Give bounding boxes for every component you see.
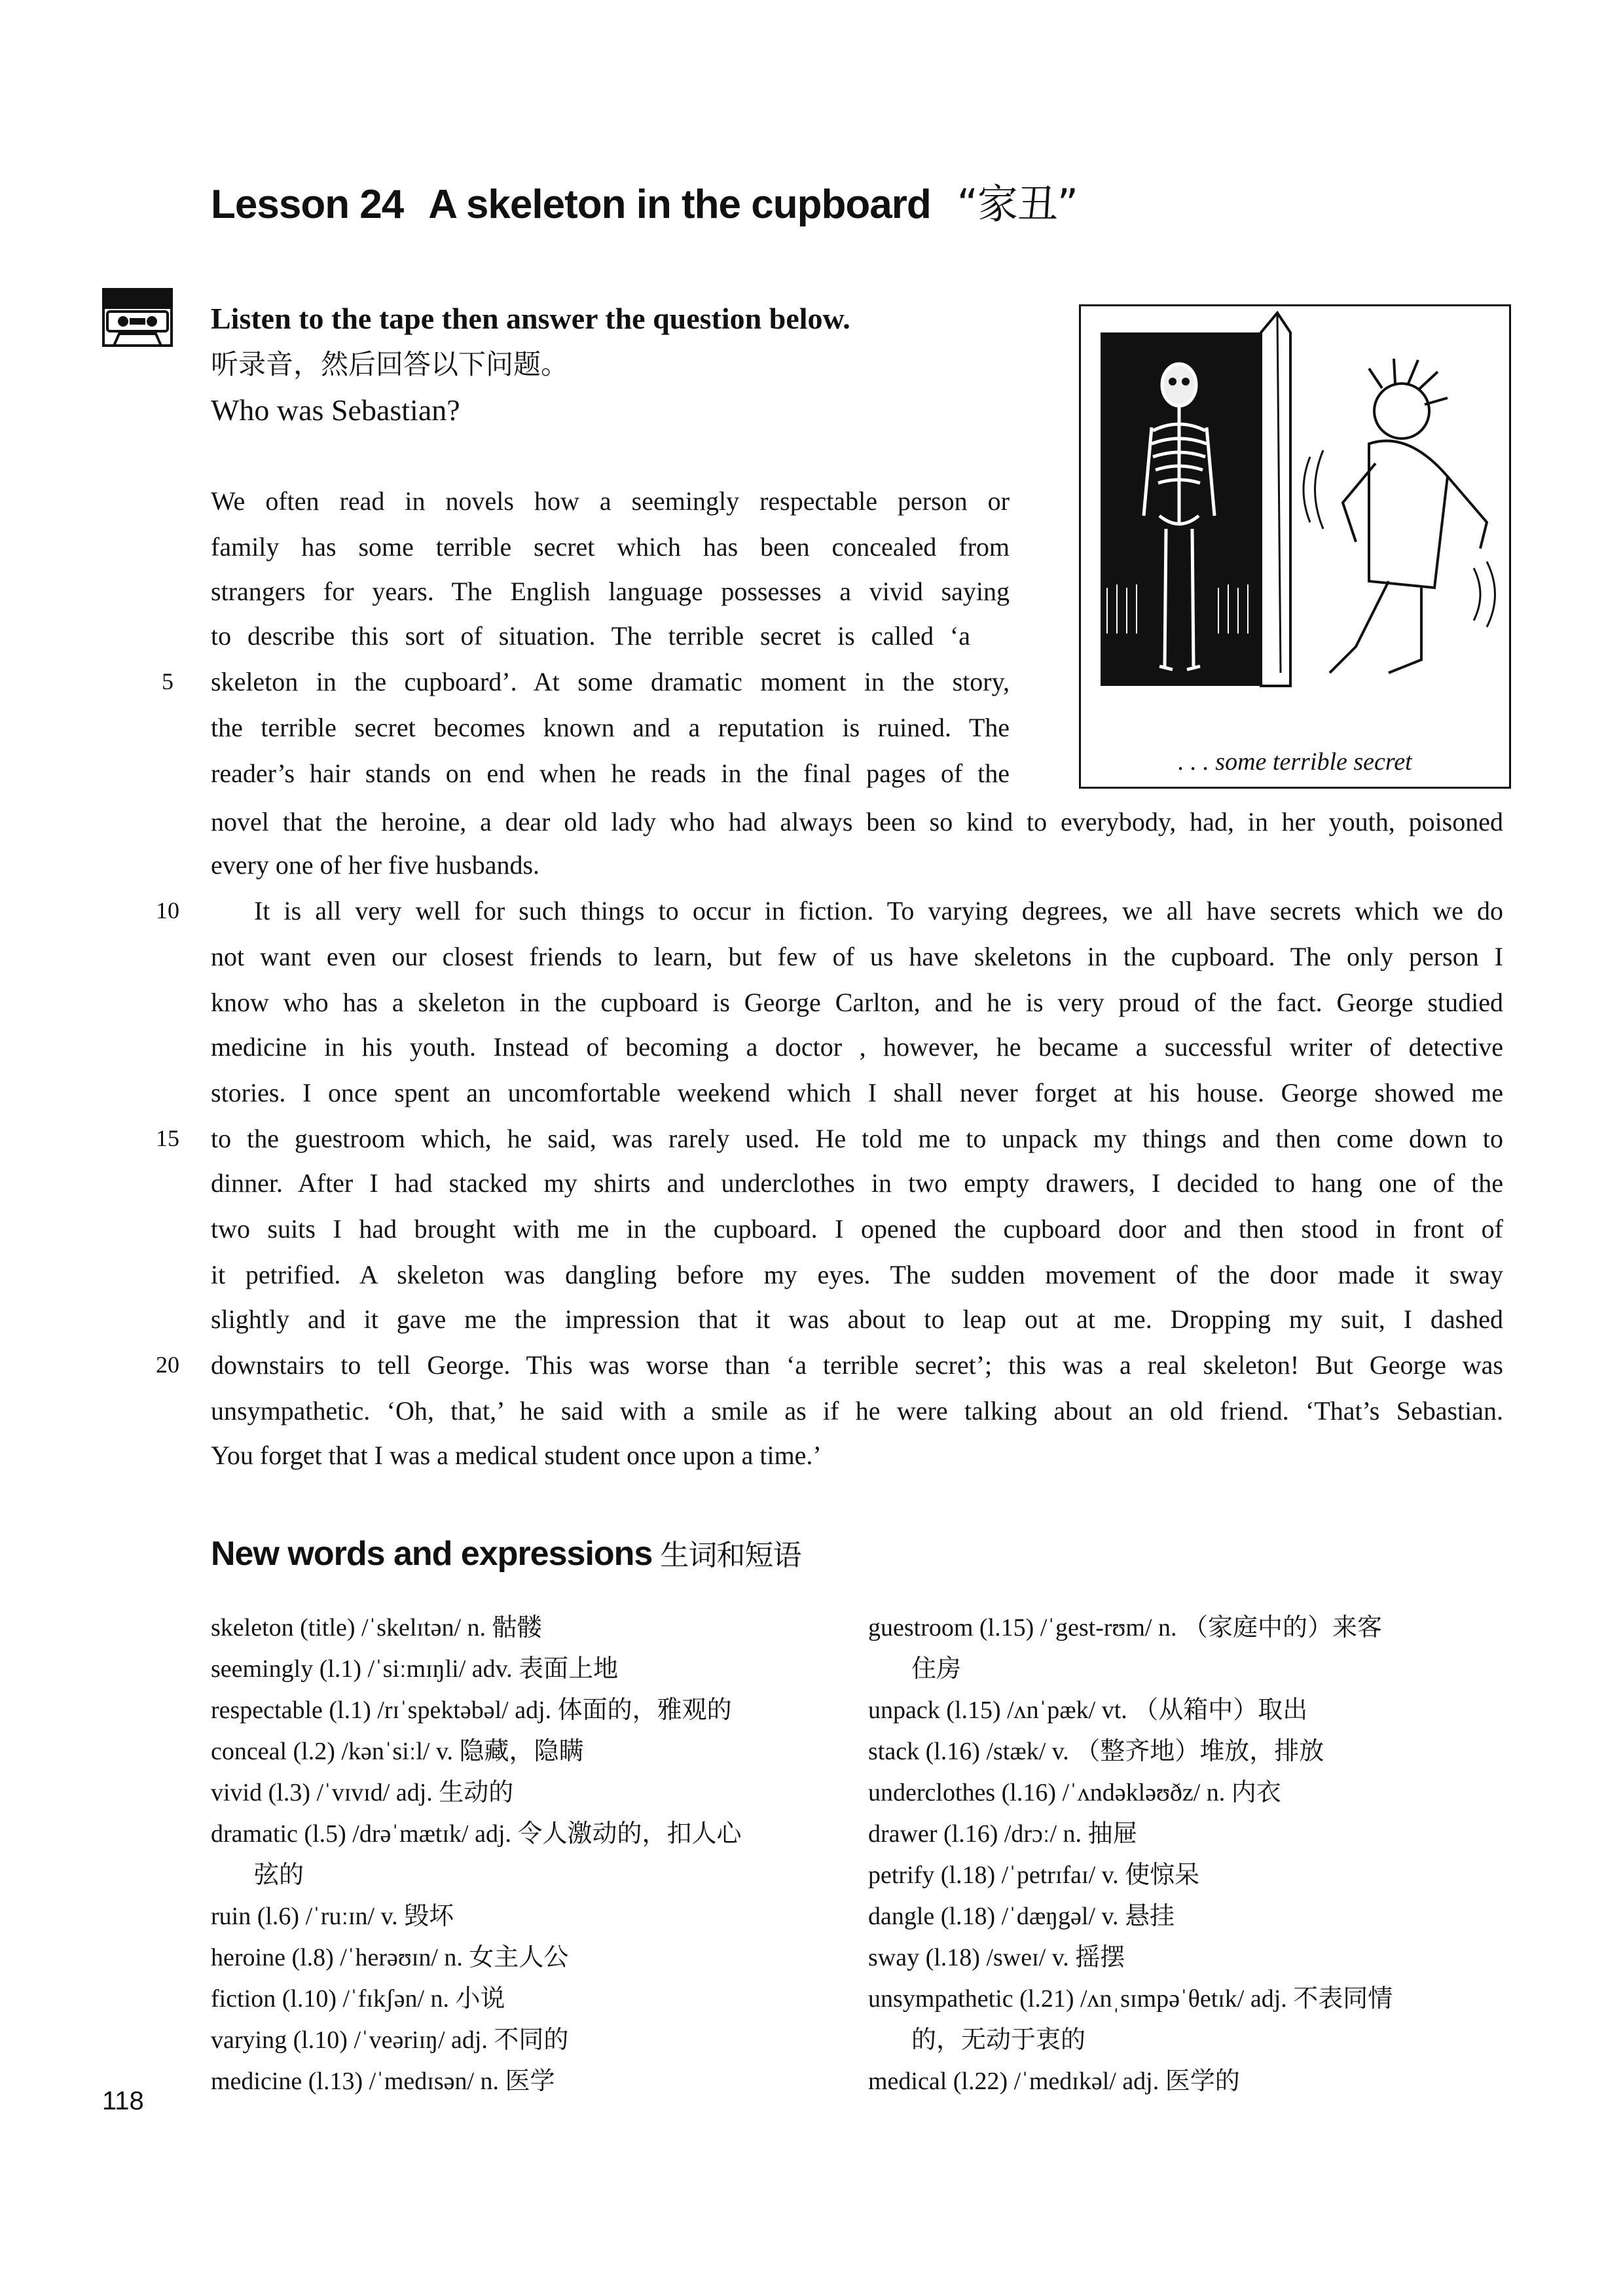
vocabulary-heading-en: New words and expressions <box>211 1535 653 1573</box>
lesson-number: Lesson 24 <box>211 182 404 227</box>
vocab-entry: dramatic (l.5) /drəˈmætɪk/ adj. 令人激动的，扣人心 <box>211 1820 742 1848</box>
vocab-entry: unsympathetic (l.21) /ʌnˌsɪmpəˈθetɪk/ adj. 不表同情 <box>868 1985 1393 2013</box>
vocab-entry: vivid (l.3) /ˈvɪvɪd/ adj. 生动的 <box>211 1779 514 1806</box>
line-number: 10 <box>156 897 179 924</box>
comprehension-question: Who was Sebastian? <box>211 393 460 427</box>
passage-line: it petrified. A skeleton was dangling before my eyes. The sudden movement of the door made it sway <box>211 1260 1503 1289</box>
passage-line: stories. I once spent an uncomfortable weekend which I shall never forget at his house. George showed me <box>211 1078 1503 1107</box>
passage-line: not want even our closest friends to learn, but few of us have skeletons in the cupboard. The only person I <box>211 942 1503 971</box>
passage-line: to the guestroom which, he said, was rarely used. He told me to unpack my things and then come down to <box>211 1124 1503 1153</box>
vocabulary-list-left <box>211 1607 866 2102</box>
vocab-entry: stack (l.16) /stæk/ v. （整齐地）堆放，排放 <box>868 1738 1324 1765</box>
passage-line: reader’s hair stands on end when he reads in the final pages of the <box>211 759 1010 788</box>
vocabulary-heading-zh: 生词和短语 <box>660 1539 801 1572</box>
skeleton-cupboard-illustration <box>1081 306 1509 725</box>
line-number: 5 <box>162 668 173 694</box>
vocab-entry: seemingly (l.1) /ˈsiːmɪŋli/ adv. 表面上地 <box>211 1655 619 1683</box>
passage-line: novel that the heroine, a dear old lady who had always been so kind to everybody, had, in her youth, poisoned <box>211 807 1503 836</box>
vocab-entry: sway (l.18) /sweɪ/ v. 摇摆 <box>868 1944 1125 1971</box>
passage-line: family has some terrible secret which has been concealed from <box>211 532 1010 562</box>
vocab-entry: medicine (l.13) /ˈmedɪsən/ n. 医学 <box>211 2068 555 2095</box>
passage-line: every one of her five husbands. <box>211 850 540 880</box>
vocab-entry: petrify (l.18) /ˈpetrɪfaɪ/ v. 使惊呆 <box>868 1861 1200 1889</box>
vocab-entry: conceal (l.2) /kənˈsiːl/ v. 隐藏，隐瞒 <box>211 1738 584 1765</box>
passage-line: the terrible secret becomes known and a reputation is ruined. The <box>211 713 1010 742</box>
vocab-entry: fiction (l.10) /ˈfɪkʃən/ n. 小说 <box>211 1985 505 2013</box>
vocab-entry: drawer (l.16) /drɔː/ n. 抽屉 <box>868 1820 1138 1848</box>
page-number: 118 <box>102 2087 144 2115</box>
illustration-frame <box>1079 304 1511 789</box>
cassette-tape-icon <box>102 288 173 347</box>
passage-line: We often read in novels how a seemingly respectable person or <box>211 486 1010 516</box>
vocab-entry-continuation: 住房 <box>911 1655 962 1683</box>
vocab-entry-continuation: 的，无动于衷的 <box>911 2026 1086 2054</box>
passage-line: strangers for years. The English language possesses a vivid saying <box>211 577 1010 606</box>
instruction-en: Listen to the tape then answer the question below. <box>211 302 850 335</box>
vocab-entry: heroine (l.8) /ˈherəʊɪn/ n. 女主人公 <box>211 1944 569 1971</box>
vocab-entry: guestroom (l.15) /ˈgest-rʊm/ n. （家庭中的）来客 <box>868 1614 1382 1641</box>
passage-line: know who has a skeleton in the cupboard is George Carlton, and he is very proud of the fact. George studied <box>211 988 1503 1017</box>
vocab-entry-continuation: 弦的 <box>254 1861 304 1889</box>
lesson-title <box>211 171 1078 230</box>
vocab-entry: ruin (l.6) /ˈruːɪn/ v. 毁坏 <box>211 1903 454 1930</box>
line-number: 20 <box>156 1352 179 1378</box>
passage-line: skeleton in the cupboard’. At some dramatic moment in the story, <box>211 667 1010 696</box>
vocab-entry: varying (l.10) /ˈveəriɪŋ/ adj. 不同的 <box>211 2026 569 2054</box>
instruction-zh: 听录音，然后回答以下问题。 <box>211 348 569 380</box>
passage-line: You forget that I was a medical student once upon a time.’ <box>211 1441 822 1470</box>
vocabulary-list-right <box>868 1607 1523 2102</box>
passage-line: dinner. After I had stacked my shirts and underclothes in two empty drawers, I decided to hang one of the <box>211 1168 1503 1198</box>
line-number: 15 <box>156 1125 179 1151</box>
lesson-title-en: A skeleton in the cupboard <box>428 182 931 227</box>
passage-line: unsympathetic. ‘Oh, that,’ he said with a smile as if he were talking about an old friend. ‘That’s Sebastian. <box>211 1396 1503 1426</box>
passage-line: medicine in his youth. Instead of becoming a doctor , however, he became a successful writer of detective <box>211 1032 1503 1062</box>
lesson-title-zh: “家丑” <box>957 180 1078 228</box>
vocabulary-heading <box>211 1532 801 1573</box>
vocab-entry: unpack (l.15) /ʌnˈpæk/ vt. （从箱中）取出 <box>868 1696 1308 1724</box>
passage-line: to describe this sort of situation. The terrible secret is called ‘a <box>211 621 970 651</box>
vocab-entry: underclothes (l.16) /ˈʌndəkləʊðz/ n. 内衣 <box>868 1779 1281 1806</box>
vocab-entry: dangle (l.18) /ˈdæŋgəl/ v. 悬挂 <box>868 1903 1175 1930</box>
vocab-entry: respectable (l.1) /rɪˈspektəbəl/ adj. 体面的，雅观的 <box>211 1696 732 1724</box>
listening-instructions <box>211 296 850 433</box>
passage-line: It is all very well for such things to occur in fiction. To varying degrees, we all have secrets which we do <box>254 896 1503 925</box>
vocab-entry: medical (l.22) /ˈmedɪkəl/ adj. 医学的 <box>868 2068 1240 2095</box>
passage-line: slightly and it gave me the impression that it was about to leap out at me. Dropping my suit, I dashed <box>211 1304 1503 1334</box>
passage-line: downstairs to tell George. This was worse than ‘a terrible secret’; this was a real skeleton! But George was <box>211 1350 1503 1380</box>
passage-line: two suits I had brought with me in the cupboard. I opened the cupboard door and then stood in front of <box>211 1214 1503 1244</box>
vocab-entry: skeleton (title) /ˈskelɪtən/ n. 骷髅 <box>211 1614 542 1641</box>
illustration-caption: . . . some terrible secret <box>1178 748 1412 776</box>
